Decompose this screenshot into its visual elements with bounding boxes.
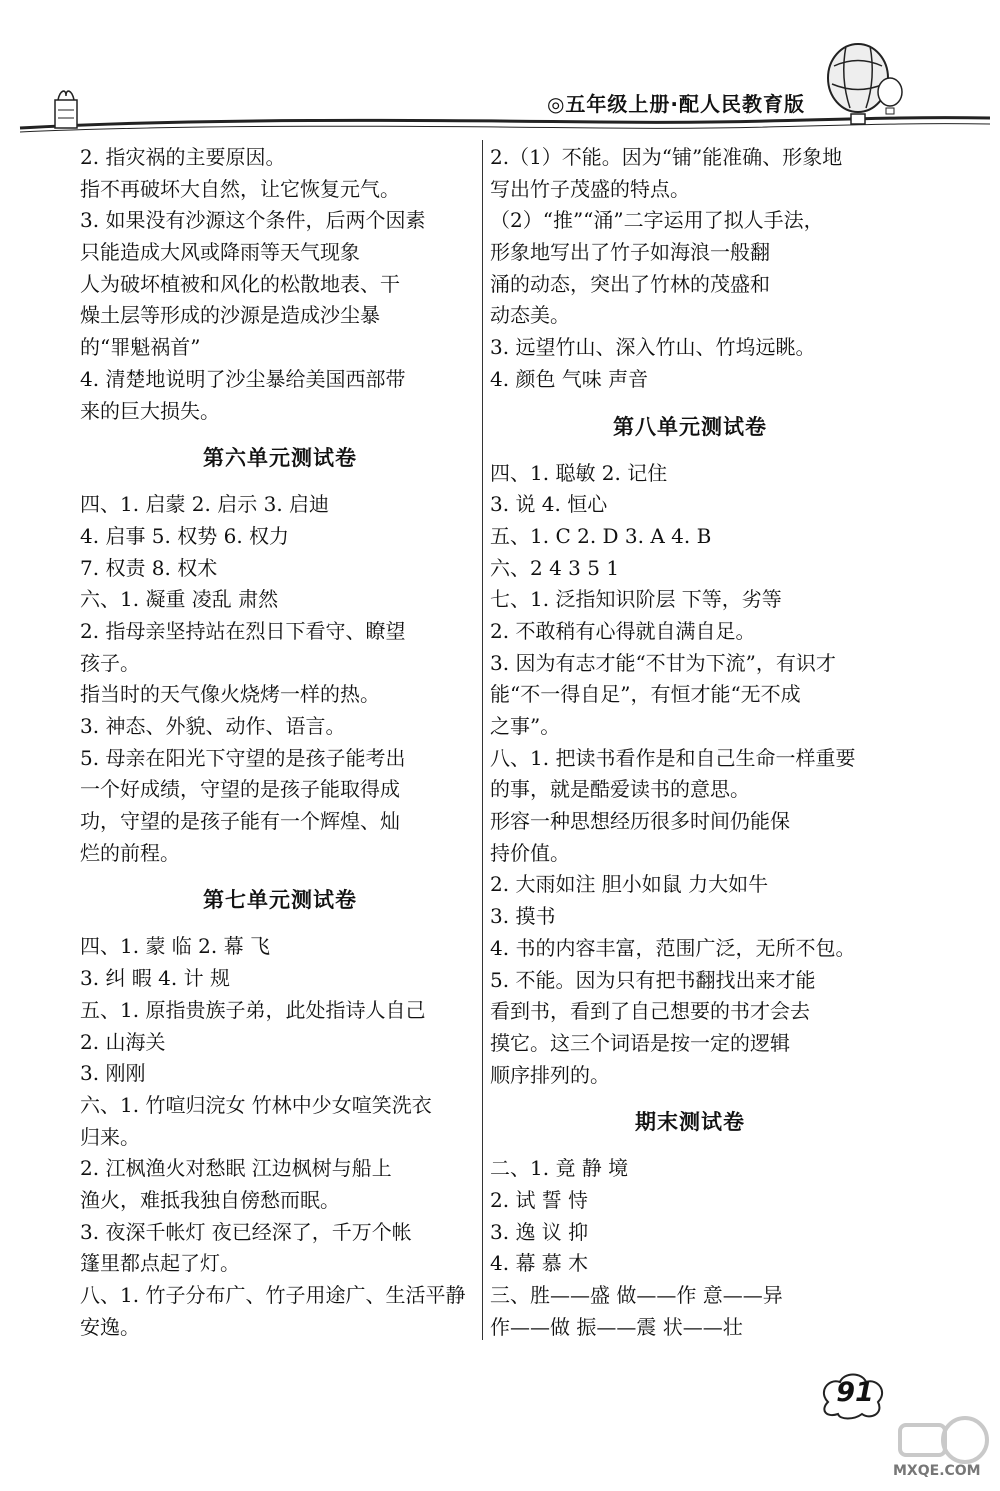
answer-line: 5. 不能。因为只有把书翻找出来才能: [490, 967, 816, 992]
answer-line: 三、胜——盛 做——作 意——异: [490, 1283, 783, 1307]
answer-line: 四、1. 聪敏 2. 记住: [490, 460, 668, 485]
answer-line: 4. 颜色 气味 声音: [490, 366, 649, 391]
answer-line: 3. 远望竹山、深入竹山、竹坞远眺。: [490, 335, 816, 360]
answer-line: 功，守望的是孩子能有一个辉煌、灿: [80, 809, 400, 834]
answer-line: （2）“推”“涌”二字运用了拟人手法，: [490, 208, 824, 233]
right-column: [490, 142, 890, 1343]
answer-line: 能“不一得自足”，有恒才能“无不成: [490, 682, 801, 707]
answer-line: 5. 母亲在阳光下守望的是孩子能考出: [80, 745, 406, 770]
answer-line: 4. 幕 慕 木: [490, 1251, 589, 1276]
answer-line: 3. 夜深千帐灯 夜已经深了，千万个帐: [80, 1219, 412, 1244]
answer-line: 五、1. C 2. D 3. A 4. B: [490, 523, 712, 548]
answer-line: 3. 逸 议 抑: [490, 1219, 589, 1244]
answer-line: 二、1. 竟 静 境: [490, 1156, 629, 1181]
answer-line: 4. 启事 5. 权势 6. 权力: [80, 523, 290, 548]
answer-line: 2.（1）不能。因为“铺”能准确、形象地: [490, 145, 843, 169]
answer-line: 3. 纠 暇 4. 计 规: [80, 966, 230, 991]
answer-line: 涌的动态，突出了竹林的茂盛和: [490, 271, 770, 296]
answer-line: 作——做 振——震 状——壮: [490, 1314, 743, 1339]
answer-line: 六、2 4 3 5 1: [490, 555, 620, 580]
answer-line: 只能造成大风或降雨等天气现象: [80, 240, 360, 265]
answer-line: 顺序排列的。: [490, 1062, 610, 1087]
hot-air-balloon-icon: [828, 44, 902, 124]
answer-line: 2. 指母亲坚持站在烈日下看守、瞭望: [80, 618, 406, 643]
answer-line: 3. 说 4. 恒心: [490, 492, 608, 517]
answer-line: 五、1. 原指贵族子弟，此处指诗人自己: [80, 997, 426, 1022]
answer-line: 2. 大雨如注 胆小如鼠 力大如牛: [490, 872, 769, 897]
answer-line: 3. 摸书: [490, 904, 556, 929]
unit8-heading: 第八单元测试卷: [613, 414, 767, 439]
answer-line: 一个好成绩，守望的是孩子能取得成: [80, 777, 400, 802]
answer-line: 燥土层等形成的沙源是造成沙尘暴: [80, 303, 380, 328]
answer-line: 2. 试 誓 恃: [490, 1187, 589, 1212]
left-column: [80, 142, 480, 1343]
watermark-text: MXQE.COM: [893, 1463, 981, 1479]
answer-line: 安逸。: [80, 1314, 140, 1339]
answer-line: 四、1. 蒙 临 2. 幕 飞: [80, 934, 270, 959]
answer-line: 四、1. 启蒙 2. 启示 3. 启迪: [80, 492, 330, 517]
answer-line: 3. 因为有志才能“不甘为下流”，有识才: [490, 650, 836, 675]
answer-line: 指当时的天气像火烧烤一样的热。: [80, 682, 380, 707]
answer-line: 六、1. 凝重 凌乱 肃然: [80, 587, 279, 612]
answer-line: 摸它。这三个词语是按一定的逻辑: [490, 1030, 790, 1055]
answer-line: 人为破坏植被和风化的松散地表、干: [80, 271, 400, 296]
answer-line: 孩子。: [80, 650, 140, 675]
answer-line: 篷里都点起了灯。: [80, 1251, 240, 1276]
answer-line: 动态美。: [490, 303, 570, 328]
answer-line: 八、1. 把读书看作是和自己生命一样重要: [490, 745, 856, 770]
answer-line: 归来。: [80, 1124, 140, 1149]
page-number: 91: [836, 1377, 874, 1408]
unit6-heading: 第六单元测试卷: [203, 446, 357, 471]
page-header: [0, 0, 1000, 140]
answer-line: 7. 权责 8. 权术: [80, 555, 218, 580]
answer-line: 六、1. 竹喧归浣女 竹林中少女喧笑洗衣: [80, 1092, 432, 1117]
answer-line: 写出竹子茂盛的特点。: [490, 176, 690, 201]
answer-line: 八、1. 竹子分布广、竹子用途广、生活平静: [80, 1283, 466, 1307]
answer-line: 渔火，难抵我独自傍愁而眠。: [80, 1187, 340, 1212]
answer-line: 3. 如果没有沙源这个条件，后两个因素: [80, 208, 426, 233]
unit7-heading: 第七单元测试卷: [203, 888, 357, 913]
answer-line: 看到书，看到了自己想要的书才会去: [490, 999, 810, 1024]
answer-line: 七、1. 泛指知识阶层 下等，劣等: [490, 587, 782, 612]
header-title: ◎五年级上册·配人民教育版: [546, 92, 805, 116]
answer-line: 3. 神态、外貌、动作、语言。: [80, 714, 346, 738]
answer-line: 来的巨大损失。: [80, 398, 220, 423]
answer-line: 2. 指灾祸的主要原因。: [80, 145, 286, 169]
corner-plant-icon: [55, 91, 77, 128]
answer-line: 的事，就是酷爱读书的意思。: [490, 777, 750, 802]
answer-line: 的“罪魁祸首”: [80, 335, 201, 360]
answer-line: 形容一种思想经历很多时间仍能保: [490, 809, 790, 834]
column-divider: [482, 140, 483, 1340]
answer-line: 3. 刚刚: [80, 1061, 146, 1086]
answer-line: 烂的前程。: [80, 840, 180, 865]
answer-line: 2. 山海关: [80, 1029, 166, 1054]
answer-line: 之事”。: [490, 714, 561, 738]
answer-line: 形象地写出了竹子如海浪一般翻: [490, 240, 770, 265]
answer-line: 2. 不敢稍有心得就自满自足。: [490, 618, 756, 643]
answer-line: 2. 江枫渔火对愁眠 江边枫树与船上: [80, 1156, 392, 1181]
answer-line: 4. 书的内容丰富，范围广泛，无所不包。: [490, 935, 856, 960]
answer-line: 4. 清楚地说明了沙尘暴给美国西部带: [80, 366, 406, 391]
final-heading: 期末测试卷: [635, 1110, 745, 1135]
answer-line: 指不再破坏大自然，让它恢复元气。: [80, 176, 400, 201]
answer-line: 持价值。: [490, 840, 570, 865]
header-decoration: [0, 0, 1000, 140]
